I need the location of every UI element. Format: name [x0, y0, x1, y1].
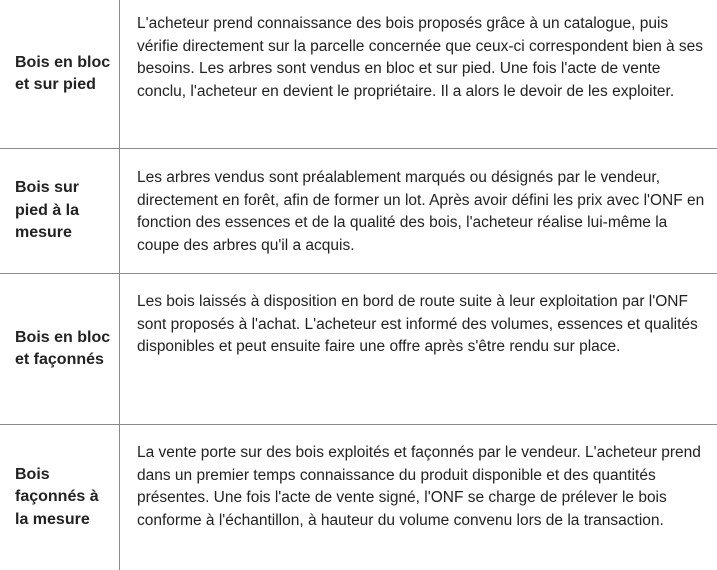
table-row: [0, 0, 717, 149]
row-label-cell: [0, 274, 120, 424]
row-description-cell: [121, 0, 717, 148]
table-row: [0, 425, 717, 570]
row-description: L'acheteur prend connaissance des bois proposés grâce à un catalogue, puis vérifie directement sur la parcelle concernée que ceux-ci correspondent bien à ses besoins. Les arbres sont vendus en bloc et sur pied. Une fois l'acte de vente conclu, l'acheteur en devient le propriétaire. Il a alors le devoir de les exploiter.: [137, 15, 704, 100]
table-row: [0, 274, 717, 425]
row-label: Bois en bloc et sur pied: [15, 53, 111, 93]
row-label-cell: [0, 425, 120, 570]
row-label-cell: [0, 149, 120, 273]
row-description-cell: [121, 274, 717, 424]
row-description-cell: [121, 149, 717, 273]
row-label: Bois en bloc et façonnés: [15, 328, 111, 368]
row-label-cell: [0, 0, 120, 148]
row-description: Les arbres vendus sont préalablement marqués ou désignés par le vendeur, directement en forêt, afin de former un lot. Après avoir défini les prix avec l'ONF en fonction des essences et de la qualité des bois, l'acheteur réalise lui-même la coupe des arbres qu'il a acquis.: [137, 169, 705, 254]
table-row: [0, 149, 717, 274]
row-label: Bois façonnés à la mesure: [15, 465, 99, 528]
row-description: Les bois laissés à disposition en bord de route suite à leur exploitation par l'ONF sont proposés à l'achat. L'acheteur est informé des volumes, essences et qualités disponibles et peut ensuite faire une offre après s'être rendu sur place.: [137, 293, 698, 356]
row-description: La vente porte sur des bois exploités et façonnés par le vendeur. L'acheteur prend dans un premier temps connaissance du produit disponible et des quantités présentes. Une fois l'acte de vente signé, l'ONF se charge de prélever le bois conforme à l'échantillon, à hauteur du volume convenu lors de la transaction.: [137, 444, 701, 529]
row-description-cell: [121, 425, 717, 570]
row-label: Bois sur pied à la mesure: [15, 179, 80, 242]
